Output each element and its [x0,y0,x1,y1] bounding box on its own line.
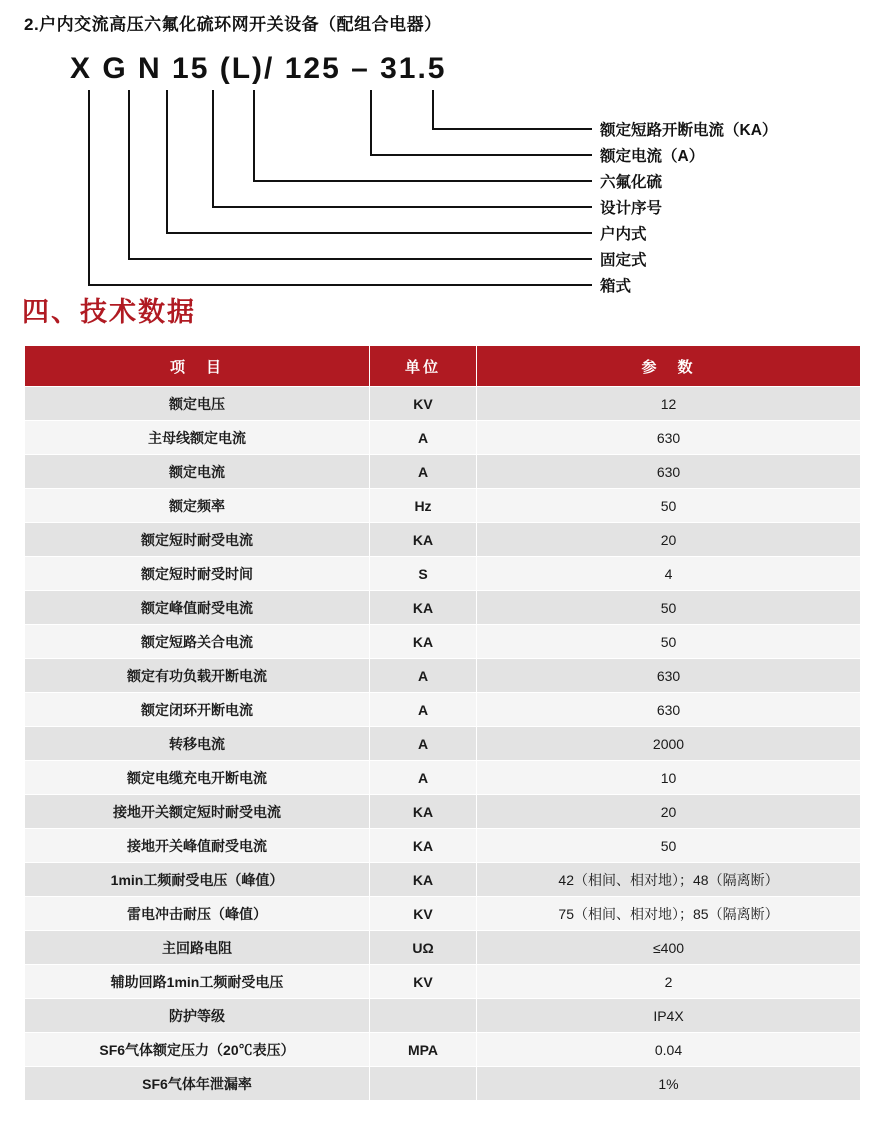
column-header-value: 参 数 [477,346,861,387]
cell-unit: KA [370,591,477,625]
cell-item: 额定有功负载开断电流 [25,659,370,693]
section-title: 四、技术数据 [22,297,196,327]
technical-data-table-container [24,345,860,1101]
cell-unit: S [370,557,477,591]
table-row [25,999,861,1033]
cell-value: ≤400 [477,931,861,965]
table-row [25,387,861,421]
cell-value: 630 [477,421,861,455]
cell-item: 额定电缆充电开断电流 [25,761,370,795]
cell-value: 12 [477,387,861,421]
table-row [25,1067,861,1101]
cell-value: 630 [477,455,861,489]
cell-item: 主回路电阻 [25,931,370,965]
table-row [25,591,861,625]
cell-item: 主母线额定电流 [25,421,370,455]
cell-value: 20 [477,523,861,557]
table-row [25,523,861,557]
leader-line-horizontal [166,232,592,234]
cell-item: 转移电流 [25,727,370,761]
table-header-row [25,346,861,387]
leader-line-horizontal [253,180,592,182]
cell-value: 0.04 [477,1033,861,1067]
cell-unit: KV [370,387,477,421]
cell-value: IP4X [477,999,861,1033]
cell-item: 1min工频耐受电压（峰值） [25,863,370,897]
cell-unit [370,1067,477,1101]
cell-value: 630 [477,693,861,727]
legend-label-box-type: 箱式 [600,278,632,295]
cell-item: 额定峰值耐受电流 [25,591,370,625]
model-code-text: X G N 15 (L)/ 125 – 31.5 [70,52,447,85]
legend-label-rated-current: 额定电流（A） [600,148,705,165]
cell-item: 辅助回路1min工频耐受电压 [25,965,370,999]
cell-item: 额定短路关合电流 [25,625,370,659]
cell-item: 雷电冲击耐压（峰值） [25,897,370,931]
cell-unit: KA [370,795,477,829]
cell-unit: A [370,421,477,455]
table-row [25,761,861,795]
cell-unit: A [370,455,477,489]
cell-unit: KA [370,523,477,557]
leader-line-vertical [166,90,168,232]
cell-value: 2 [477,965,861,999]
technical-data-table [24,345,861,1101]
cell-unit: A [370,761,477,795]
cell-unit: Hz [370,489,477,523]
cell-unit: A [370,693,477,727]
leader-line-vertical [212,90,214,206]
table-row [25,965,861,999]
table-row [25,455,861,489]
cell-unit: A [370,659,477,693]
leader-line-vertical [432,90,434,128]
model-designation-diagram [0,46,881,295]
subsection-heading: 2.户内交流高压六氟化硫环网开关设备（配组合电器） [24,15,442,34]
legend-label-rated-breaking-current: 额定短路开断电流（KA） [600,122,778,139]
cell-unit: KA [370,625,477,659]
cell-value: 630 [477,659,861,693]
leader-line-vertical [128,90,130,258]
table-row [25,659,861,693]
cell-unit: KV [370,965,477,999]
legend-label-design-serial: 设计序号 [600,200,663,217]
cell-value: 75（相间、相对地）；85（隔离断） [477,897,861,931]
leader-line-horizontal [128,258,592,260]
table-row [25,421,861,455]
table-row [25,727,861,761]
table-row [25,897,861,931]
cell-item: 额定电流 [25,455,370,489]
cell-item: 防护等级 [25,999,370,1033]
table-row [25,693,861,727]
legend-label-indoor-type: 户内式 [600,226,647,243]
cell-value: 2000 [477,727,861,761]
cell-unit [370,999,477,1033]
cell-value: 20 [477,795,861,829]
cell-item: 额定短时耐受电流 [25,523,370,557]
leader-line-horizontal [370,154,592,156]
cell-unit: KA [370,863,477,897]
cell-unit: KV [370,897,477,931]
leader-line-vertical [253,90,255,180]
legend-label-fixed-type: 固定式 [600,252,647,269]
cell-item: 额定频率 [25,489,370,523]
leader-line-horizontal [88,284,592,286]
cell-unit: UΩ [370,931,477,965]
cell-item: SF6气体年泄漏率 [25,1067,370,1101]
table-row [25,863,861,897]
cell-value: 42（相间、相对地）；48（隔离断） [477,863,861,897]
table-header [25,346,861,387]
legend-label-sf6: 六氟化硫 [600,174,663,191]
table-row [25,931,861,965]
leader-line-vertical [88,90,90,284]
leader-line-horizontal [432,128,592,130]
cell-value: 50 [477,829,861,863]
leader-line-vertical [370,90,372,154]
table-row [25,489,861,523]
cell-value: 50 [477,625,861,659]
leader-line-horizontal [212,206,592,208]
cell-value: 50 [477,489,861,523]
cell-unit: KA [370,829,477,863]
cell-unit: A [370,727,477,761]
cell-item: 额定闭环开断电流 [25,693,370,727]
column-header-unit: 单位 [370,346,477,387]
table-body [25,387,861,1101]
cell-value: 4 [477,557,861,591]
table-row [25,557,861,591]
cell-unit: MPA [370,1033,477,1067]
cell-item: 接地开关峰值耐受电流 [25,829,370,863]
cell-value: 10 [477,761,861,795]
table-row [25,795,861,829]
cell-item: 额定短时耐受时间 [25,557,370,591]
table-row [25,1033,861,1067]
table-row [25,829,861,863]
cell-value: 1% [477,1067,861,1101]
column-header-item: 项 目 [25,346,370,387]
cell-item: 额定电压 [25,387,370,421]
cell-item: 接地开关额定短时耐受电流 [25,795,370,829]
cell-value: 50 [477,591,861,625]
cell-item: SF6气体额定压力（20℃表压） [25,1033,370,1067]
table-row [25,625,861,659]
